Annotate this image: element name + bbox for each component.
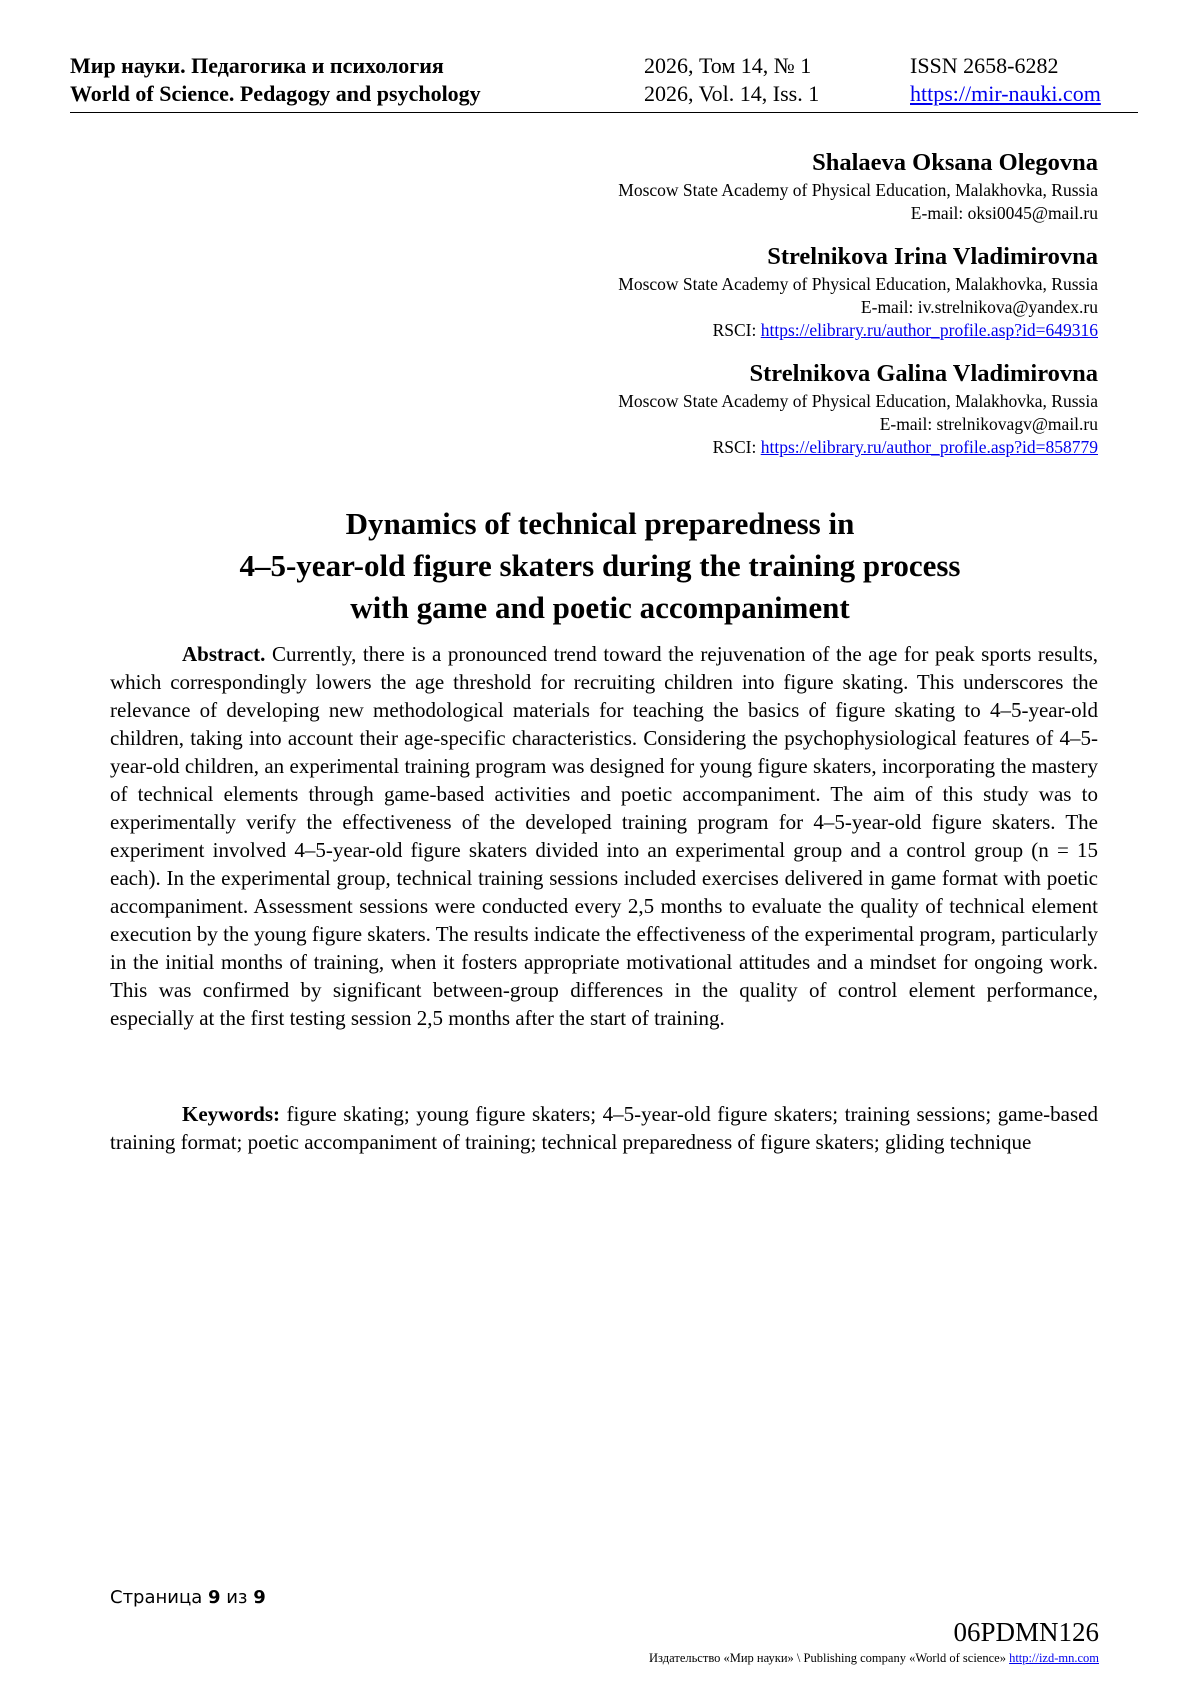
journal-website-link[interactable]: https://mir-nauki.com xyxy=(910,81,1101,106)
author-email: E-mail: iv.strelnikova@yandex.ru xyxy=(860,297,1098,317)
title-line: Dynamics of technical preparedness in xyxy=(345,506,855,541)
page-prefix: Страница xyxy=(110,1587,208,1608)
article-code: 06PDMN126 xyxy=(953,1617,1099,1647)
abstract-paragraph xyxy=(110,640,1098,1032)
title-line: with game and poetic accompaniment xyxy=(350,590,850,625)
header-row-en xyxy=(70,80,1138,108)
author-name: Shalaeva Oksana Olegovna xyxy=(812,149,1098,176)
authors-block xyxy=(618,147,1098,475)
author-email: E-mail: strelnikovagv@mail.ru xyxy=(879,414,1098,434)
issn: ISSN 2658-6282 xyxy=(910,53,1059,78)
keywords-paragraph xyxy=(110,1100,1098,1156)
abstract-label: Abstract. xyxy=(182,642,266,666)
author-affiliation: Moscow State Academy of Physical Education, Malakhovka, Russia xyxy=(618,391,1098,411)
header-row-ru xyxy=(70,52,1138,80)
page-number xyxy=(110,1587,266,1608)
journal-header xyxy=(70,52,1138,113)
journal-title-en: World of Science. Pedagogy and psychology xyxy=(70,81,481,106)
title-line: 4–5-year-old figure skaters during the training process xyxy=(239,548,961,583)
rsci-link[interactable]: https://elibrary.ru/author_profile.asp?id=858779 xyxy=(760,437,1098,457)
journal-title-ru: Мир науки. Педагогика и психология xyxy=(70,53,444,78)
author-1 xyxy=(618,147,1098,225)
publisher-link[interactable]: http://izd-mn.com xyxy=(1009,1651,1099,1665)
author-2 xyxy=(618,241,1098,342)
article-title xyxy=(100,503,1100,629)
rsci-label: RSCI: xyxy=(712,437,761,457)
rsci-link[interactable]: https://elibrary.ru/author_profile.asp?id=649316 xyxy=(760,320,1098,340)
keywords-text: figure skating; young figure skaters; 4–5-year-old figure skaters; training sessions; game-based training format; poetic accompaniment of training; technical preparedness of figure skaters; gliding technique xyxy=(110,1102,1098,1154)
page-current: 9 xyxy=(207,1587,221,1608)
issue-en: 2026, Vol. 14, Iss. 1 xyxy=(644,81,820,106)
issue-ru: 2026, Том 14, № 1 xyxy=(644,53,812,78)
page-middle: из xyxy=(220,1587,254,1608)
author-affiliation: Moscow State Academy of Physical Education, Malakhovka, Russia xyxy=(618,274,1098,294)
author-rsci xyxy=(618,319,1098,342)
publisher-line xyxy=(649,1650,1099,1666)
author-3 xyxy=(618,358,1098,459)
author-name: Strelnikova Galina Vladimirovna xyxy=(749,360,1098,387)
author-rsci xyxy=(618,436,1098,459)
rsci-label: RSCI: xyxy=(712,320,761,340)
publisher-text: Издательство «Мир науки» \ Publishing company «World of science» xyxy=(649,1651,1010,1665)
author-name: Strelnikova Irina Vladimirovna xyxy=(767,243,1098,270)
author-affiliation: Moscow State Academy of Physical Education, Malakhovka, Russia xyxy=(618,180,1098,200)
abstract-text: Currently, there is a pronounced trend toward the rejuvenation of the age for peak sports results, which correspondingly lowers the age threshold for recruiting children into figure skating. This underscores the relevance of developing new methodological materials for teaching the basics of figure skating to 4–5-year-old children, taking into account their age-specific characteristics. Considering the psychophysiological features of 4–5-year-old children, an experimental training program was designed for young figure skaters, incorporating the mastery of technical elements through game-based activities and poetic accompaniment. The aim of this study was to experimentally verify the effectiveness of the developed training program for 4–5-year-old figure skaters. The experiment involved 4–5-year-old figure skaters divided into an experimental group and a control group (n = 15 each). In the experimental group, technical training sessions included exercises delivered in game format with poetic accompaniment. Assessment sessions were conducted every 2,5 months to evaluate the quality of technical element execution by the young figure skaters. The results indicate the effectiveness of the experimental program, particularly in the initial months of training, when it fosters appropriate motivational attitudes and a mindset for ongoing work. This was confirmed by significant between-group differences in the quality of control element performance, especially at the first testing session 2,5 months after the start of training. xyxy=(110,642,1098,1030)
keywords-label: Keywords: xyxy=(182,1102,280,1126)
author-email: E-mail: oksi0045@mail.ru xyxy=(910,203,1098,223)
page-total: 9 xyxy=(253,1587,266,1608)
